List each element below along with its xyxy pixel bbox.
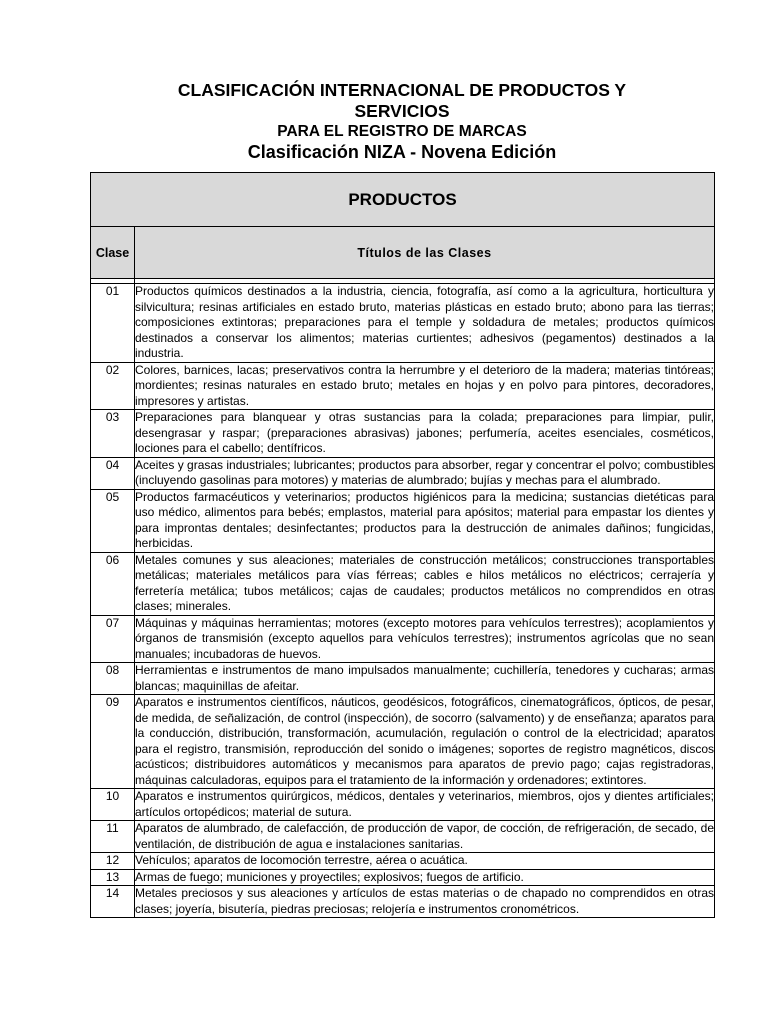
class-row: [91, 284, 715, 363]
document-subtitle: PARA EL REGISTRO DE MARCAS: [277, 123, 527, 140]
class-description: Productos químicos destinados a la industria, ciencia, fotografía, así como a la agricultura, horticultura y silvicultura; resinas artificiales en estado bruto, materias plásticas en estado bruto; abono para las tierras; composiciones extintoras; preparaciones para el temple y soldadura de metales; productos químicos destinados a conservar los alimentos; materias curtientes; adhesivos (pegamentos) destinados a la industria.: [135, 284, 714, 360]
class-row: [91, 886, 715, 918]
class-number: 14: [91, 886, 135, 918]
document-edition: Clasificación NIZA - Novena Edición: [247, 142, 557, 162]
class-description: Herramientas e instrumentos de mano impulsados manualmente; cuchillería, tenedores y cucharas; armas blancas; maquinillas de afeitar.: [135, 663, 714, 693]
document-header: [90, 80, 714, 163]
column-header-clase: Clase: [91, 227, 135, 279]
class-number: 09: [91, 695, 135, 789]
document-title-line-1: CLASIFICACIÓN INTERNACIONAL DE PRODUCTOS Y: [177, 80, 627, 100]
class-row: [91, 552, 715, 615]
column-header-titulos: Títulos de las Clases: [135, 227, 715, 279]
class-row: [91, 489, 715, 552]
document-title-line-2: SERVICIOS: [354, 101, 450, 121]
class-description: Preparaciones para blanquear y otras sustancias para la colada; preparaciones para limpiar, pulir, desengrasar y raspar; (preparaciones abrasivas) jabones; perfumería, aceites esenciales, cosméticos, lociones para el cabello; dentífricos.: [135, 410, 714, 455]
class-number: 03: [91, 410, 135, 458]
class-row: [91, 615, 715, 663]
class-row: [91, 789, 715, 821]
class-number: 01: [91, 284, 135, 363]
class-description: Aparatos de alumbrado, de calefacción, de producción de vapor, de cocción, de refrigeración, de secado, de ventilación, de distribución de agua e instalaciones sanitarias.: [135, 821, 714, 851]
class-description: Aparatos e instrumentos quirúrgicos, médicos, dentales y veterinarios, miembros, ojos y dientes artificiales; artículos ortopédicos; material de sutura.: [135, 789, 714, 819]
class-description: Metales preciosos y sus aleaciones y artículos de estas materias o de chapado no comprendidos en otras clases; joyería, bisutería, piedras preciosas; relojería e instrumentos cronométricos.: [135, 886, 714, 916]
class-description: Máquinas y máquinas herramientas; motores (excepto motores para vehículos terrestres); acoplamientos y órganos de transmisión (excepto aquellos para vehículos terrestres); instrumentos agrícolas que no sean manuales; incubadoras de huevos.: [135, 615, 714, 661]
class-number: 12: [91, 853, 135, 870]
class-rows: [91, 284, 715, 918]
class-number: 10: [91, 789, 135, 821]
class-row: [91, 663, 715, 695]
class-row: [91, 695, 715, 789]
class-row: [91, 362, 715, 410]
class-number: 02: [91, 362, 135, 410]
class-row: [91, 457, 715, 489]
class-number: 06: [91, 552, 135, 615]
class-description: Aparatos e instrumentos científicos, náuticos, geodésicos, fotográficos, cinematográficos, ópticos, de pesar, de medida, de señalización, de control (inspección), de socorro (salvamento) y de enseñanza; aparatos para la conducción, distribución, transformación, acumulación, regulación o control de la electricidad; aparatos para el registro, transmisión, reproducción del sonido o imágenes; soportes de registro magnéticos, discos acústicos; distribuidores automáticos y mecanismos para aparatos de previo pago; cajas registradoras, máquinas calculadoras, equipos para el tratamiento de la información y ordenadores; extintores.: [135, 695, 714, 787]
class-description: Productos farmacéuticos y veterinarios; productos higiénicos para la medicina; sustancias dietéticas para uso médico, alimentos para bebés; emplastos, material para apósitos; material para empastar los dientes y para improntas dentales; desinfectantes; productos para la destrucción de animales dañinos; fungicidas, herbicidas.: [135, 489, 714, 550]
class-description: Metales comunes y sus aleaciones; materiales de construcción metálicos; construcciones transportables metálicas; materiales metálicos para vías férreas; cables e hilos metálicos no eléctricos; cerrajería y ferretería metálica; tubos metálicos; cajas de caudales; productos metálicos no comprendidos en otras clases; minerales.: [135, 552, 714, 613]
class-number: 11: [91, 821, 135, 853]
class-number: 13: [91, 869, 135, 886]
class-number: 08: [91, 663, 135, 695]
class-number: 05: [91, 489, 135, 552]
class-description: Aceites y grasas industriales; lubricantes; productos para absorber, regar y concentrar el polvo; combustibles (incluyendo gasolinas para motores) y materias de alumbrado; bujías y mechas para el alumbrado.: [135, 457, 714, 487]
class-description: Armas de fuego; municiones y proyectiles; explosivos; fuegos de artificio.: [135, 869, 715, 886]
class-row: [91, 410, 715, 458]
section-heading-productos: PRODUCTOS: [91, 173, 715, 227]
class-description: Vehículos; aparatos de locomoción terrestre, aérea o acuática.: [135, 853, 715, 870]
class-row: [91, 853, 715, 870]
class-row: [91, 869, 715, 886]
classification-table: [90, 172, 715, 918]
class-number: 04: [91, 457, 135, 489]
class-row: [91, 821, 715, 853]
class-number: 07: [91, 615, 135, 663]
class-description: Colores, barnices, lacas; preservativos contra la herrumbre y el deterioro de la madera; materias tintóreas; mordientes; resinas naturales en estado bruto; metales en hojas y en polvo para pintores, decoradores, impresores y artistas.: [135, 362, 714, 408]
